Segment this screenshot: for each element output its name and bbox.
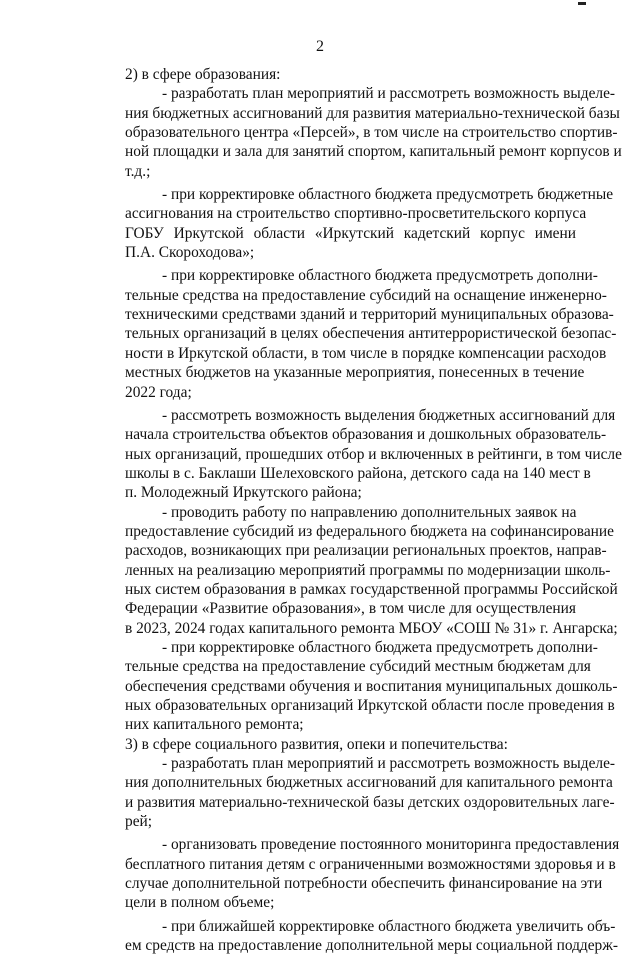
text-line: бесплатного питания детям с ограниченными возможностями здоровья и в [125, 855, 616, 873]
text-line: тельные средства на предоставление субсидий местным бюджетам для [125, 658, 591, 676]
text-line: обеспечения средствами обучения и воспитания муниципальных дошколь- [125, 677, 618, 695]
text-line: в 2023, 2024 годах капитального ремонта МБОУ «СОШ № 31» г. Ангарска; [125, 619, 618, 637]
text-line: - рассмотреть возможность выделения бюджетных ассигнований для [162, 406, 616, 424]
paragraph [88, 84, 622, 181]
text-line: ассигнования на строительство спортивно-просветительского корпуса [125, 205, 587, 223]
text-line: тельные средства на предоставление субсидий на оснащение инженерно- [125, 286, 607, 304]
text-line: - при ближайшей корректировке областного бюджета увеличить объ- [162, 917, 616, 935]
text-line: т.д.; [125, 162, 151, 180]
text-line: случае дополнительной потребности обеспечить финансирование на эти [125, 875, 603, 893]
text-line: рей; [125, 813, 153, 831]
paragraph [88, 917, 619, 955]
text-line: местных бюджетов на указанные мероприятия, понесенных в течение [125, 364, 585, 382]
text-line: них капитального ремонта; [125, 716, 304, 734]
text-line: предоставление субсидий из федерального бюджета на софинансирование [125, 522, 614, 540]
section-heading: 2) в сфере образования: [125, 66, 281, 83]
corner-mark [578, 2, 586, 5]
text-line: ленных на реализацию мероприятий программы по модернизации школь- [125, 561, 611, 579]
text-line: - при корректировке областного бюджета предусмотреть дополни- [162, 267, 598, 285]
text-line: техническими средствами зданий и территорий муниципальных образова- [125, 306, 614, 324]
text-line: ГОБУ Иркутской области «Иркутский кадетский корпус имени [125, 224, 576, 242]
section-heading: 3) в сфере социального развития, опеки и попечительства: [125, 735, 508, 753]
section-social-development [88, 735, 620, 955]
document-body [88, 65, 622, 955]
text-line: ных образовательных организаций Иркутской области после проведения в [125, 697, 615, 714]
text-line: ности в Иркутской области, в том числе в порядке компенсации расходов [125, 344, 607, 362]
paragraph [88, 835, 620, 912]
text-line: Федерации «Развитие образования», в том числе для осуществления [125, 600, 576, 618]
paragraph [88, 754, 616, 831]
page-number: 2 [316, 38, 324, 55]
text-line: образовательного центра «Персей», в том числе на строительство спортив- [125, 124, 618, 142]
text-line: П.А. Скороходова»; [125, 244, 255, 262]
paragraph [88, 406, 622, 503]
text-line: ния бюджетных ассигнований для развития материально-технической базы [125, 104, 620, 122]
text-line: школы в с. Баклаши Шелеховского района, детского сада на 140 мест в [125, 464, 591, 482]
section-education [88, 65, 622, 735]
text-line: ных организаций, прошедших отбор и включенных в рейтинги, в том числе [125, 445, 622, 463]
text-line: и развития материально-технической базы детских оздоровительных лаге- [125, 793, 615, 811]
text-line: ния дополнительных бюджетных ассигнований для капитального ремонта [125, 774, 613, 792]
text-line: 2022 года; [125, 383, 192, 401]
text-line: расходов, возникающих при реализации региональных проектов, направ- [125, 542, 607, 560]
text-line: ных систем образования в рамках государственной программы Российской [125, 580, 618, 598]
paragraph [88, 638, 618, 735]
paragraph [88, 266, 617, 401]
text-line: - проводить работу по направлению дополнительных заявок на [162, 503, 577, 521]
text-line: - разработать план мероприятий и рассмотреть возможность выделе- [162, 85, 616, 103]
paragraph [88, 185, 614, 262]
text-line: - организовать проведение постоянного мониторинга предоставления [162, 836, 620, 854]
text-line: начала строительства объектов образования и дошкольных образователь- [125, 426, 607, 444]
text-line: ем средств на предоставление дополнительной меры социальной поддерж- [125, 937, 619, 955]
text-line: цели в полном объеме; [125, 894, 275, 912]
text-line: п. Молодежный Иркутского района; [125, 484, 362, 502]
paragraph [88, 503, 618, 638]
text-line: - при корректировке областного бюджета предусмотреть бюджетные [162, 186, 614, 204]
text-line: - при корректировке областного бюджета предусмотреть дополни- [162, 638, 598, 656]
text-line: ной площадки и зала для занятий спортом, капитальный ремонт корпусов и [125, 143, 622, 161]
text-line: тельных организаций в целях обеспечения антитеррористической безопас- [125, 325, 617, 343]
text-line: - разработать план мероприятий и рассмотреть возможность выделе- [162, 755, 616, 773]
